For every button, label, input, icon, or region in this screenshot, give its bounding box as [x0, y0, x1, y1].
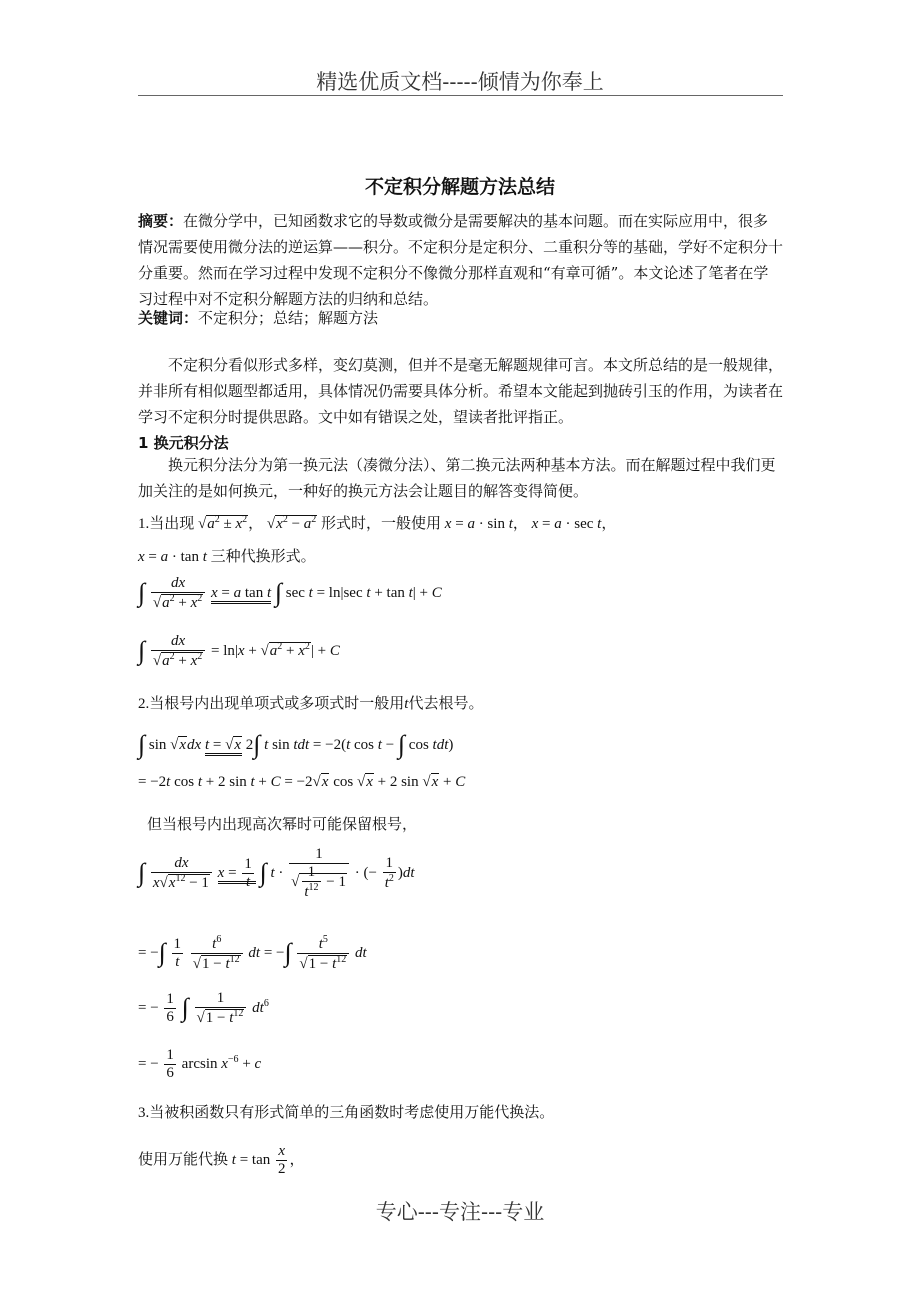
- formula-2: ∫ $\frac{dx}{√a^2 + x^2}$ = $\ln|x + √a^2 + x^2| + C$: [138, 633, 340, 669]
- item2-note: 但当根号内出现高次幂时可能保留根号，: [147, 817, 418, 833]
- formula-5: ∫ $\frac{dx}{x√x^{12} - 1}$ x = $\frac{1}{t}$ ∫ t · 1 √ $\frac{1}{t^{12}}$ − 1 · (− $\frac{1}{t^2}$ )dt: [138, 846, 415, 900]
- item1-prefix: 1.当出现: [138, 516, 195, 532]
- section1-paragraph: 换元积分法分为第一换元法（凑微分法）、第二换元法两种基本方法。而在解题过程中我们更加关注的是如何换元，一种好的换元方法会让题目的解答变得简便。: [138, 456, 776, 500]
- item2-text: 2.当根号内出现单项式或多项式时一般用: [138, 696, 405, 712]
- item1-tail: 三种代换形式。: [210, 549, 316, 565]
- item2-tail: 代去根号。: [408, 696, 484, 712]
- keywords: [138, 305, 783, 331]
- item3-line: 3.当被积函数只有形式简单的三角函数时考虑使用万能代换法。: [138, 1105, 555, 1121]
- item1-line2: x = a · tan t 三种代换形式。: [138, 549, 316, 565]
- header-divider: [138, 95, 783, 96]
- item1-line: 1.当出现 $√a^2 \pm x^2$， $√x^2 - a^2$ 形式时，一般使用 x = a · sin t， x = a · sec t，: [138, 514, 617, 532]
- section1-title: 1 换元积分法: [138, 434, 229, 452]
- item2-line: 2.当根号内出现单项式或多项式时一般用t代去根号。: [138, 696, 484, 712]
- keywords-text: 不定积分；总结；解题方法: [198, 309, 379, 327]
- doc-title: 不定积分解题方法总结: [364, 176, 555, 198]
- abstract: [138, 208, 783, 312]
- item3-sub-text: 使用万能代换: [138, 1151, 229, 1168]
- formula-3: ∫ sin √xdx t = √x 2∫ t sin tdt = −2(t cos t − ∫ cos tdt): [138, 730, 454, 759]
- formula-4: = −2t cos t + 2 sin t + C = −2√x cos √x + 2 sin √x + C: [138, 774, 466, 790]
- formula-1: ∫ $\frac{dx}{√a^2 + x^2}$ x = a tan t ∫ sec t = ln|sec t + tan t| + C: [138, 575, 442, 611]
- page-header: 精选优质文档-----倾情为你奉上: [316, 70, 604, 94]
- formula-7: = − $\frac{1}{6}$ ∫ $\frac{1}{√1 - t^{12}}$ $dt^6$: [138, 990, 269, 1026]
- abstract-label: 摘要：: [138, 212, 184, 230]
- keywords-label: 关键词：: [138, 309, 199, 327]
- item1-mid: 形式时，一般使用: [321, 516, 442, 532]
- formula-8: = − $\frac{1}{6}$ $\arcsin x^{-6} + c$: [138, 1047, 262, 1081]
- abstract-text: 在微分学中，已知函数求它的导数或微分是需要解决的基本问题。而在实际应用中，很多情况需要使用微分法的逆运算——积分。不定积分是定积分、二重积分等的基础，学好不定积分十分重要。然而在学习过程中发现不定积分不像微分那样直观和“有章可循”。本文论述了笔者在学习过程中对不定积分解题方法的归纳和总结。: [138, 212, 784, 308]
- intro-paragraph: 不定积分看似形式多样，变幻莫测，但并不是毫无解题规律可言。本文所总结的是一般规律，并非所有相似题型都适用，具体情况仍需要具体分析。希望本文能起到抛砖引玉的作用，为读者在学习不定积分时提供思路。文中如有错误之处，望读者批评指正。: [138, 356, 784, 426]
- item3-sub: 使用万能代换 t = tan $\frac{x}{2}$ ，: [138, 1143, 305, 1177]
- formula-6: = −∫ $\frac{1}{t}$ $\frac{t^6}{√1 - t^{12}}$ dt = −∫ $\frac{t^5}{√1 - t^{12}}$ dt: [138, 934, 367, 972]
- page-footer: 专心---专注---专业: [375, 1200, 545, 1224]
